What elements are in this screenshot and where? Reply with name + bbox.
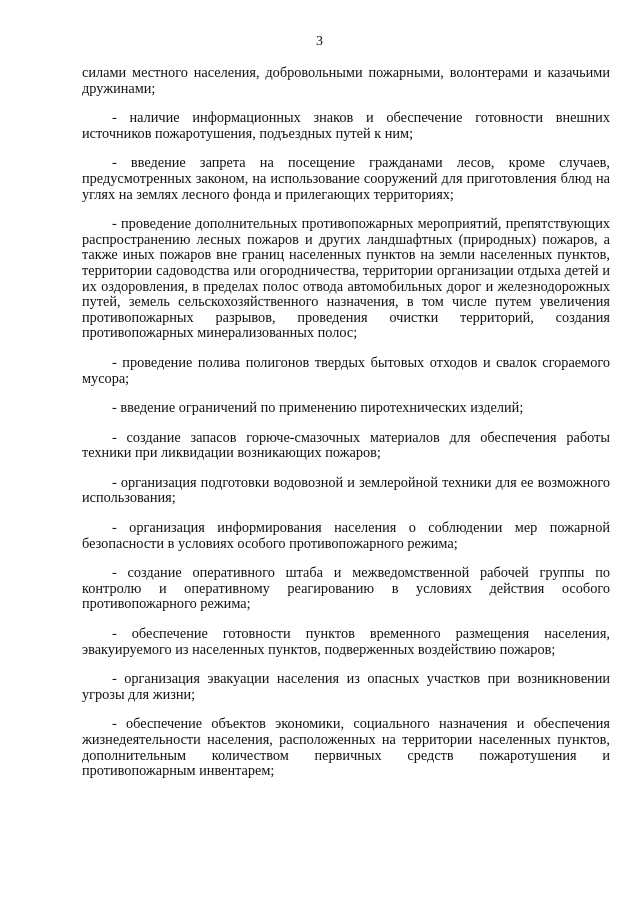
paragraph-equipment-preparation: - организация подготовки водовозной и землеройной техники для ее возможного использования; bbox=[82, 474, 610, 507]
paragraph-continuation: силами местного населения, добровольными пожарными, волонтерами и казачьими дружинами; bbox=[82, 65, 610, 97]
paragraph-forest-ban: - введение запрета на посещение гражданами лесов, кроме случаев, предусмотренных законом, на использование сооружений для приготовления блюд на углях на землях лесного фонда и прилегающих территориях; bbox=[82, 155, 610, 203]
paragraph-landfill-watering: - проведение полива полигонов твердых бытовых отходов и свалок сгораемого мусора; bbox=[82, 354, 610, 387]
paragraph-firefighting-equipment: - обеспечение объектов экономики, социального назначения и обеспечения жизнедеятельности населения, расположенных на территории населенных пунктов, дополнительным количеством первичных средств пожаротушения и противопожарным инвентарем; bbox=[82, 716, 610, 780]
page-number: 3 bbox=[316, 34, 323, 49]
paragraph-pyrotechnics: - введение ограничений по применению пиротехнических изделий; bbox=[112, 400, 524, 417]
paragraph-info-signs: - наличие информационных знаков и обеспечение готовности внешних источников пожаротушения, подъездных путей к ним; bbox=[82, 110, 610, 142]
paragraph-fuel-reserves: - создание запасов горюче-смазочных материалов для обеспечения работы техники при ликвидации возникающих пожаров; bbox=[82, 429, 610, 462]
paragraph-public-information: - организация информирования населения о соблюдении мер пожарной безопасности в условиях особого противопожарного режима; bbox=[82, 520, 610, 552]
paragraph-operational-headquarters: - создание оперативного штаба и межведомственной рабочей группы по контролю и оперативному реагированию в условиях действия особого противопожарного режима; bbox=[82, 565, 610, 613]
paragraph-fire-measures: - проведение дополнительных противопожарных мероприятий, препятствующих распространению лесных пожаров и других ландшафтных (природных) пожаров, а также иных пожаров вне границ населенных пунктов на земли населенных пунктов, территории садоводства или огородничества, территории организации отдыха детей и их оздоровления, в пределах полос отвода автомобильных дорог и железнодорожных путей, земель сельскохозяйственного назначения, в том числе путем увеличения противопожарных разрывов, проведения очистки территорий, создания противопожарных минерализованных полос; bbox=[82, 216, 610, 342]
paragraph-temporary-accommodation: - обеспечение готовности пунктов временного размещения населения, эвакуируемого из населенных пунктов, подверженных воздействию пожаров; bbox=[82, 626, 610, 658]
document-body bbox=[82, 66, 610, 794]
paragraph-evacuation: - организация эвакуации населения из опасных участков при возникновении угрозы для жизни; bbox=[82, 671, 610, 703]
